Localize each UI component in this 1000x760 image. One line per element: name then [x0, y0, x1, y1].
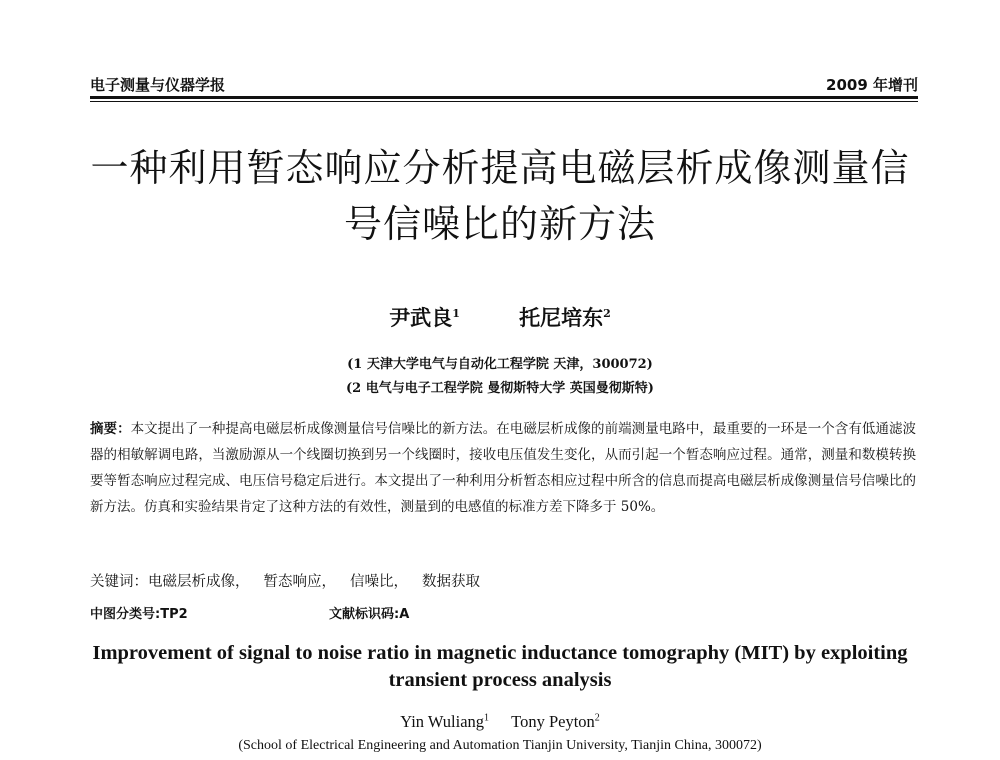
header-rule-thin [90, 101, 918, 102]
title-chinese-line-1: 一种利用暂态响应分析提高电磁层析成像测量信 [90, 146, 910, 190]
title-chinese-line-2: 号信噪比的新方法 [343, 202, 656, 246]
keywords-chinese [90, 572, 916, 592]
title-chinese [60, 140, 940, 252]
issue-label: 2009 年增刊 [826, 76, 918, 94]
author-cn-1: 尹武良$^1$ [389, 305, 460, 330]
clc-number: 中图分类号:TP2 [90, 607, 188, 622]
affiliation-cn-2: (2 电气与电子工程学院 曼彻斯特大学 英国曼彻斯特) [346, 381, 654, 396]
authors-english [0, 712, 1000, 732]
title-english [60, 640, 940, 694]
abstract-label: 摘要： [90, 421, 131, 437]
keyword: 电磁层析成像， [148, 574, 250, 590]
affiliations-chinese [0, 353, 1000, 401]
keyword: 数据获取 [422, 574, 480, 590]
author-cn-2: 托尼培东$^2$ [519, 305, 611, 330]
header-rule-thick [90, 96, 918, 99]
running-header [90, 74, 918, 96]
affiliation-english: (School of Electrical Engineering and Automation Tianjin University, Tianjin China, 300072) [238, 738, 762, 753]
title-english-line-1: Improvement of signal to noise ratio in magnetic inductance tomography (MIT) by exploiting [92, 642, 908, 664]
affiliation-cn-1: (1 天津大学电气与自动化工程学院 天津，300072) [347, 357, 653, 372]
journal-name: 电子测量与仪器学报 [90, 76, 226, 94]
author-en-1: Yin Wuliang$^1$ [400, 712, 490, 731]
keywords-label: 关键词： [90, 574, 148, 590]
document-code: 文献标识码:A [329, 607, 410, 622]
keyword: 信噪比， [350, 574, 408, 590]
keyword: 暂态响应， [263, 574, 336, 590]
author-en-2: Tony Peyton$^2$ [511, 712, 600, 731]
authors-chinese [0, 302, 1000, 332]
abstract-text: 本文提出了一种提高电磁层析成像测量信号信噪比的新方法。在电磁层析成像的前端测量电路中，最重要的一环是一个含有低通滤波器的相敏解调电路，当激励源从一个线圈切换到另一个线圈时，接收电压值发生变化，从而引起一个暂态响应过程。通常，测量和数模转换要等暂态响应过程完成、电压信号稳定后进行。本文提出了一种利用分析暂态相应过程中所含的信息而提高电磁层析成像测量信号信噪比的新方法。仿真和实验结果肯定了这种方法的有效性，测量到的电感值的标准方差下降多于 50%。 [90, 421, 916, 515]
classification-line [90, 603, 916, 622]
title-english-line-2: transient process analysis [388, 669, 612, 691]
abstract-chinese [90, 416, 916, 520]
